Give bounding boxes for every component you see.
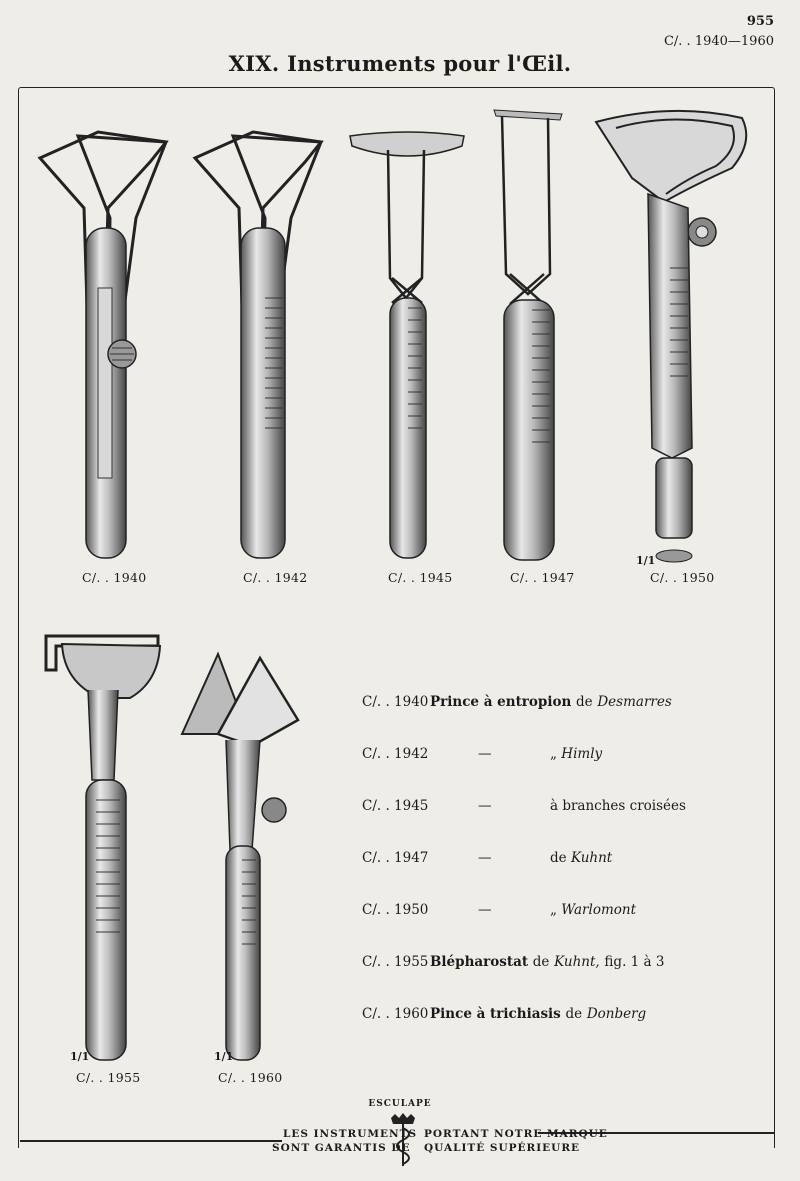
figure-scale-1955: 1/1 xyxy=(70,1050,90,1063)
warlomont-forceps-drawing xyxy=(592,108,757,568)
figure-caption-1947: C/. . 1947 xyxy=(510,570,575,585)
figure-caption-1942: C/. . 1942 xyxy=(243,570,308,585)
figure-caption-1960: C/. . 1960 xyxy=(218,1070,283,1085)
legend-code: C/. . 1950 xyxy=(362,902,429,918)
page-range: C/. . 1940—1960 xyxy=(663,34,774,49)
legend-dash: — xyxy=(478,746,492,762)
caduceus-icon xyxy=(385,1112,421,1168)
crossed-branch-forceps-drawing xyxy=(348,128,468,568)
footer-rule-left xyxy=(20,1140,282,1142)
figure-1940 xyxy=(38,128,173,568)
figure-1960 xyxy=(180,650,305,1070)
legend-description: „ Warlomont xyxy=(550,902,636,918)
legend-description: Blépharostat de Kuhnt, fig. 1 à 3 xyxy=(430,954,665,970)
legend-code: C/. . 1945 xyxy=(362,798,429,814)
figure-1945 xyxy=(348,128,468,568)
legend-code: C/. . 1960 xyxy=(362,1006,429,1022)
legend-code: C/. . 1955 xyxy=(362,954,429,970)
legend-code: C/. . 1942 xyxy=(362,746,429,762)
footer-left-line-2: SONT GARANTIS DE xyxy=(272,1142,411,1154)
entropion-forceps-desmarres-drawing xyxy=(38,128,173,568)
figure-1947 xyxy=(488,104,578,568)
footer-brand: ESCULAPE xyxy=(368,1099,432,1109)
footer-left-line-1: LES INSTRUMENTS xyxy=(283,1128,418,1140)
figure-1955 xyxy=(40,630,165,1070)
footer-right-line-2: QUALITÉ SUPÉRIEURE xyxy=(424,1142,581,1154)
legend-dash: — xyxy=(478,850,492,866)
figure-scale-1950: 1/1 xyxy=(636,554,656,567)
figure-scale-1960: 1/1 xyxy=(214,1050,234,1063)
figure-caption-1955: C/. . 1955 xyxy=(76,1070,141,1085)
kuhnt-forceps-drawing xyxy=(488,104,578,568)
figure-caption-1945: C/. . 1945 xyxy=(388,570,453,585)
page-number: 955 xyxy=(746,14,774,29)
section-title: XIX. Instruments pour l'Œil. xyxy=(228,51,572,76)
legend-dash: — xyxy=(478,798,492,814)
figure-caption-1940: C/. . 1940 xyxy=(82,570,147,585)
entropion-forceps-himly-drawing xyxy=(193,128,328,568)
legend-dash: — xyxy=(478,902,492,918)
donberg-trichiasis-forceps-drawing xyxy=(180,650,305,1070)
legend-code: C/. . 1947 xyxy=(362,850,429,866)
legend-description: Prince à entropion de Desmarres xyxy=(430,694,672,710)
footer-right-line-1: PORTANT NOTRE MARQUE xyxy=(424,1128,608,1140)
figure-1942 xyxy=(193,128,328,568)
kuhnt-blepharostat-drawing xyxy=(40,630,165,1070)
legend-description: à branches croisées xyxy=(550,798,686,814)
figure-caption-1950: C/. . 1950 xyxy=(650,570,715,585)
legend-description: „ Himly xyxy=(550,746,603,762)
legend-description: de Kuhnt xyxy=(550,850,613,866)
legend-code: C/. . 1940 xyxy=(362,694,429,710)
legend-description: Pince à trichiasis de Donberg xyxy=(430,1006,647,1022)
figure-1950 xyxy=(592,108,757,568)
